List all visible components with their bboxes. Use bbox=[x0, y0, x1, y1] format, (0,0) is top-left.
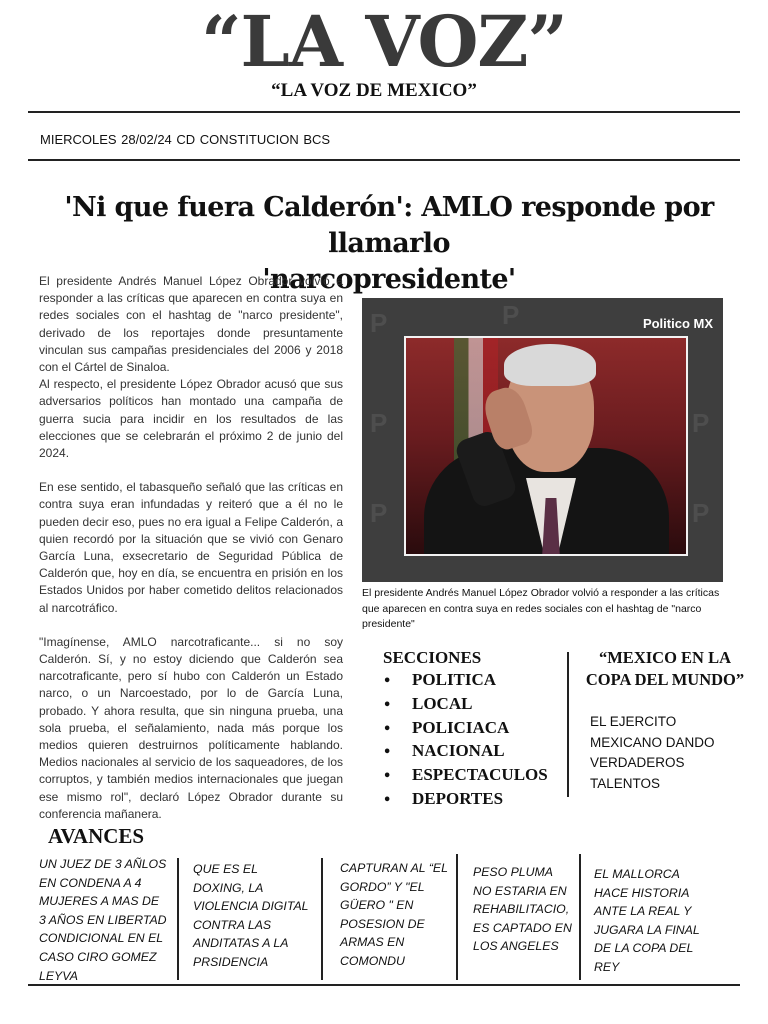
masthead-title: “LA VOZ” bbox=[201, 0, 567, 83]
watermark-icon: P bbox=[692, 498, 710, 528]
headline-line-2: 'narcopresidente' bbox=[262, 264, 516, 295]
president-portrait bbox=[404, 336, 688, 556]
masthead-subtitle: “LA VOZ DE MEXICO” bbox=[271, 80, 477, 101]
dateline-rule bbox=[28, 159, 740, 161]
sections-divider bbox=[567, 652, 569, 797]
bottom-rule bbox=[28, 984, 740, 986]
portrait-hair bbox=[504, 344, 596, 386]
article-paragraph: "Imagínense, AMLO narcotraficante... si no soy Calderón. Sí, y no estoy diciendo que Calderón sea narcotraficante, pero sí hubo con Calderón un Estado narco, o un Narcoestado, por lo de García Luna, probado. Y ahora resulta, que sin ninguna prueba, una sola prueba, el señalamiento, nada más porque los medios quieren destruirnos políticamente hablando. Medios nacionales al servicio de los saqueadores, de los corruptos, y también medios internacionales que juegan ese mismo rol", declaró López Obrador durante su conferencia mañanera. bbox=[39, 634, 343, 821]
dateline: MIERCOLES 28/02/24 CD CONSTITUCION BCS bbox=[40, 132, 331, 147]
sections-list bbox=[383, 669, 548, 812]
avance-divider bbox=[321, 858, 323, 980]
mundial-title: “MEXICO EN LA COPA DEL MUNDO” bbox=[585, 648, 745, 689]
section-item-deportes[interactable]: • DEPORTES bbox=[383, 788, 504, 808]
photo-caption: El presidente Andrés Manuel López Obrador volvió a responder a las críticas que aparecen en contra suya en redes sociales con el hashtag de "narco presidente" bbox=[362, 587, 720, 630]
top-rule bbox=[28, 111, 740, 113]
sections-title: SECCIONES bbox=[383, 648, 482, 667]
article-paragraph: En ese sentido, el tabasqueño señaló que las críticas en contra suya eran infundadas y reiteró que a él no le pueden decir eso, pues no era igual a Felipe Calderón, a quien recordó por la situación que se vivió con Genaro García Luna, exsecretario de Seguridad Pública de Calderón que, hoy en día, se encuentra en prisión en los Estados Unidos por haber cometido delitos relacionados al narcotráfico. bbox=[39, 480, 343, 615]
avance-item[interactable]: EL MALLORCA HACE HISTORIA ANTE LA REAL Y JUGARA LA FINAL DE LA COPA DEL REY bbox=[594, 867, 700, 974]
photo-source-logo: Politico MX bbox=[642, 316, 713, 331]
article-body bbox=[39, 273, 343, 840]
avance-item[interactable]: PESO PLUMA NO ESTARIA EN REHABILITACIO, ES CAPTADO EN LOS ANGELES bbox=[473, 865, 572, 954]
watermark-icon: P bbox=[502, 300, 520, 330]
article-paragraph: El presidente Andrés Manuel López Obrador volvió a responder a las críticas que aparecen en contra suya en redes sociales con el hashtag de "narco presidente", derivado de los reportajes donde presuntamente vinculan sus campañas presidenciales del 2006 y 2018 con el Cártel de Sinaloa. Al respecto, el presidente López Obrador acusó que sus adversarios políticos han montado una campaña de guerra sucia para incidir en los resultados de las elecciones que se celebrarán el próximo 2 de junio del 2024. bbox=[39, 274, 343, 461]
avance-item[interactable]: UN JUEZ DE 3 AÑLOS EN CONDENA A 4 MUJERES A MAS DE 3 AÑOS EN LIBERTAD CONDICIONAL EN EL CASO CIRO GOMEZ LEYVA bbox=[39, 857, 167, 983]
avance-item[interactable]: CAPTURAN AL “EL GORDO” Y "EL GÜERO " EN POSESION DE ARMAS EN COMONDU bbox=[340, 861, 448, 968]
headline-line-1: 'Ni que fuera Calderón': AMLO responde por llamarlo bbox=[64, 192, 714, 259]
avance-divider bbox=[456, 854, 458, 980]
avance-item[interactable]: QUE ES EL DOXING, LA VIOLENCIA DIGITAL CONTRA LAS ANDITATAS A LA PRSIDENCIA bbox=[193, 862, 309, 969]
section-item-local[interactable]: • LOCAL bbox=[383, 693, 473, 713]
section-item-policiaca[interactable]: • POLICIACA bbox=[383, 717, 510, 737]
section-item-espectaculos[interactable]: • ESPECTACULOS bbox=[383, 765, 548, 785]
watermark-icon: P bbox=[692, 408, 710, 438]
section-item-politica[interactable]: • POLITICA bbox=[383, 670, 497, 689]
avance-divider bbox=[177, 858, 179, 980]
watermark-icon: P bbox=[370, 308, 388, 338]
article-photo bbox=[362, 298, 723, 582]
mundial-body: EL EJERCITO MEXICANO DANDO VERDADEROS TALENTOS bbox=[590, 714, 715, 791]
avance-divider bbox=[579, 854, 581, 980]
avances-title: AVANCES bbox=[48, 824, 145, 848]
section-item-nacional[interactable]: • NACIONAL bbox=[383, 741, 505, 761]
watermark-icon: P bbox=[370, 498, 388, 528]
watermark-icon: P bbox=[370, 408, 388, 438]
